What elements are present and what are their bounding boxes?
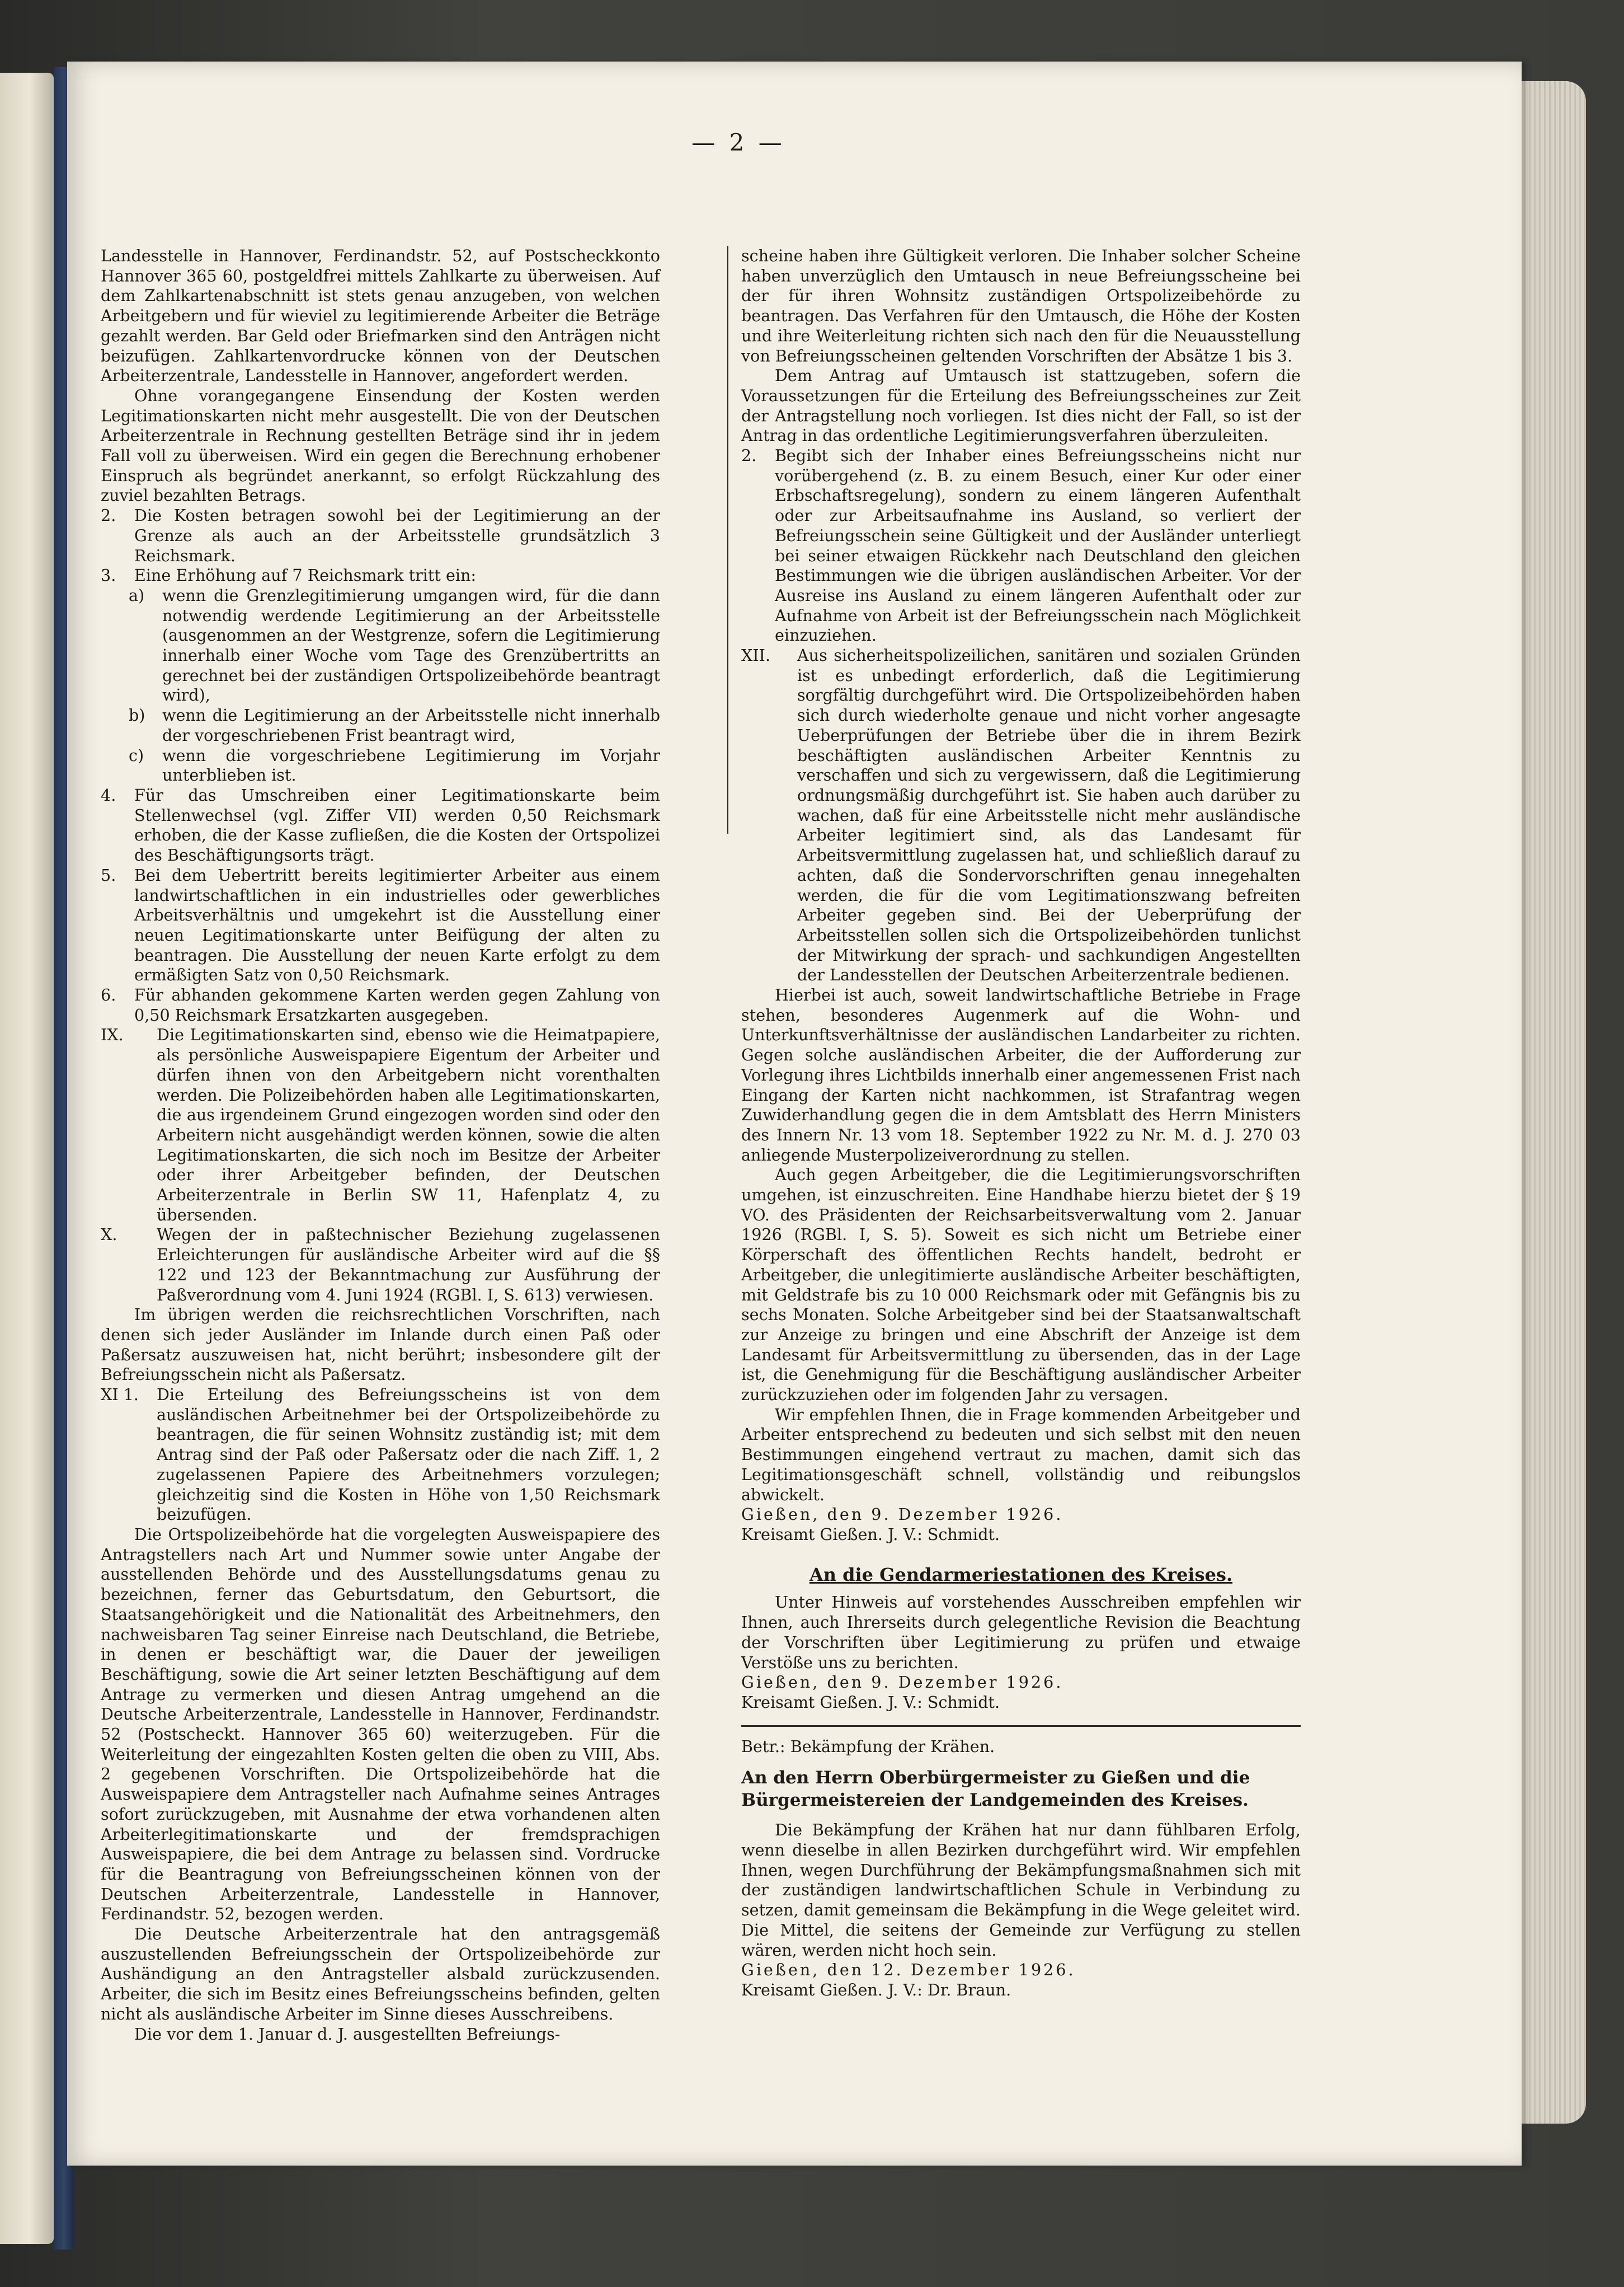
column-divider (727, 246, 728, 834)
notice-body: Die Bekämpfung der Krähen hat nur dann fühlbaren Erfolg, wenn dieselbe in allen Bezirken durchgeführt wird. Wir empfehlen Ihnen, wegen Durchführung der Bekämpfungsmaßnahmen sich mit der zuständigen landwirtschaftlichen Schule in Verbindung zu setzen, damit gemeinsam die Bekämpfung in die Wege geleitet wird. Die Mittel, die seitens der Gemeinde zur Verfügung zu stellen wären, werden nicht hoch sein. (741, 1820, 1301, 1960)
notice-betr: Betr.: Bekämpfung der Krähen. (741, 1736, 995, 1756)
item-text: Die Erteilung des Befreiungsscheins ist von dem ausländischen Arbeitnehmer bei der Ortspolizeibehörde zu beantragen, die für seinen Wohnsitz zuständig ist; mit dem Antrag sind der Paß oder Paßersatz oder die nach Ziff. 1, 2 zugelassenen Papiere des Arbeitnehmers vorzulegen; gleichzeitig sind die Kosten in Höhe von 1,50 Reichsmark beizufügen. (157, 1385, 660, 1524)
paragraph: Auch gegen Arbeitgeber, die die Legitimierungsvorschriften umgehen, ist einzuschreiten. Eine Handhabe hierzu bietet der § 19 VO. des Präsidenten der Reichsarbeitsverwaltung vom 2. Januar 1926 (RGBl. I, S. 5). Soweit es sich nicht um Betriebe einer Körperschaft des öffentlichen Rechts handelt, bedroht er Arbeitgeber, die unlegitimierte ausländische Arbeiter beschäftigten, mit Geldstrafe bis zu 10 000 Reichsmark oder mit Gefängnis bis zu sechs Monaten. Solche Arbeitgeber sind bei der Staatsanwaltschaft zur Anzeige zu bringen und eine Abschrift der Anzeige ist dem Landesamt für Arbeitsvermittlung zu übersenden, das in der Lage ist, die Genehmigung für die Beschäftigung ausländischer Arbeiter zurückzuziehen oder im folgenden Jahr zu versagen. (741, 1165, 1301, 1405)
item-text: Begibt sich der Inhaber eines Befreiungsscheins nicht nur vorübergehend (z. B. zu einem Besuch, einer Kur oder einer Erbschaftsregelung), sondern zu einem längeren Aufenthalt oder zur Arbeitsaufnahme ins Ausland, so verliert der Befreiungsschein seine Gültigkeit und der Ausländer unterliegt bei seiner etwaigen Rückkehr nach Deutschland den gleichen Bestimmungen wie die übrigen ausländischen Arbeiter. Vor der Ausreise ins Ausland zu einem längeren Aufenthalt oder zur Aufnahme von Arbeit ist der Befreiungsschein nach Möglichkeit einzuziehen. (775, 446, 1301, 645)
item-text: wenn die Legitimierung an der Arbeitsstelle nicht innerhalb der vorgeschriebenen Frist beantragt wird, (162, 706, 660, 745)
item-number: XI 1. (101, 1385, 139, 1405)
item-text: Aus sicherheitspolizeilichen, sanitären und sozialen Gründen ist es unbedingt erforderlich, daß die Legitimierung sorgfältig durchgeführt wird. Die Ortspolizeibehörden haben sich durch wiederholte genaue und nicht vorher angesagte Ueberprüfungen der Betriebe über die in ihrem Bezirk beschäftigten ausländischen Arbeiter Kenntnis zu verschaffen und sich zu vergewissern, daß die Legitimierung ordnungsmäßig durchgeführt ist. Sie haben auch darüber zu wachen, daß für eine Arbeitsstelle nicht mehr ausländische Arbeiter legitimiert sind, als das Landesamt für Arbeitsvermittlung zugelassen hat, und schließlich darauf zu achten, daß die Sondervorschriften genau innegehalten werden, die für die vom Legitimationszwang befreiten Arbeiter gegeben sind. Bei der Ueberprüfung der Arbeitsstellen sollen sich die Ortspolizeibehörden tunlichst der Mitwirkung der sprach- und sachkundigen Angestellten der Landesstellen der Deutschen Arbeiterzentrale bedienen. (797, 646, 1301, 985)
item-text: Für das Umschreiben einer Legitimationskarte beim Stellenwechsel (vgl. Ziffer VII) werden 0,50 Reichsmark erhoben, die der Kasse zufließen, die die Kosten der Ortspolizei des Beschäftigungsorts trägt. (134, 785, 660, 865)
numbered-item (101, 866, 660, 985)
section-paragraph (101, 1025, 660, 1225)
numbered-item (101, 586, 660, 706)
signature-line: Kreisamt Gießen. J. V.: Schmidt. (741, 1525, 1000, 1544)
notice-signature: Kreisamt Gießen. J. V.: Dr. Braun. (741, 1980, 1011, 1999)
paragraph: Ohne vorangegangene Einsendung der Kosten werden Legitimationskarten nicht mehr ausgestellt. Die von der Deutschen Arbeiterzentrale in Rechnung gestellten Beträge sind ihr in jedem Fall voll zu überweisen. Wird ein gegen die Berechnung erhobener Einspruch als begründet anerkannt, so erfolgt Rückzahlung des zuviel bezahlten Betrags. (101, 386, 660, 505)
paragraph: Die Ortspolizeibehörde hat die vorgelegten Ausweispapiere des Antragstellers nach Art und Nummer sowie unter Angabe der ausstellenden Behörde und des Ausstellungsdatums genau zu bezeichnen, ferner das Geburtsdatum, den Geburtsort, die Staatsangehörigkeit und die Nationalität des Arbeitnehmers, den nachweisbaren Tag seiner Einreise nach Deutschland, die Betriebe, in denen er beschäftigt war, die Dauer der jeweiligen Beschäftigung, sowie die Art seiner letzten Beschäftigung auf dem Antrage zu vermerken und diesen Antrag umgehend an die Deutsche Arbeiterzentrale, Landesstelle in Hannover, Ferdinandstr. 52 (Postscheckt. Hannover 365 60) weiterzugeben. Für die Weiterleitung der eingezahlten Kosten gelten die oben zu VIII, Abs. 2 gegebenen Vorschriften. Die Ortspolizeibehörde hat die Ausweispapiere dem Antragsteller nach Aufnahme seines Antrages sofort zurückzugeben, mit Ausnahme der etwa vorhandenen alten Arbeiterlegitimationskarte und der fremdsprachigen Ausweispapiere, die bei dem Antrage zu belassen sind. Vordrucke für die Beantragung von Befreiungsscheinen können von der Deutschen Arbeiterzentrale, Landesstelle in Hannover, Ferdinandstr. 52, bezogen werden. (101, 1525, 660, 1924)
paragraph: Wir empfehlen Ihnen, die in Frage kommenden Arbeitgeber und Arbeiter entsprechend zu bedeuten und sich selbst mit den neuen Bestimmungen eingehend vertraut zu machen, damit sich das Legitimationsgeschäft schnell, vollständig und reibungslos abwickelt. (741, 1405, 1301, 1504)
numbered-item (101, 985, 660, 1025)
notice-heading: An den Herrn Oberbürgermeister zu Gießen und die Bürgermeistereien der Landgemeinden des Kreises. (741, 1768, 1250, 1811)
paragraph: Hierbei ist auch, soweit landwirtschaftliche Betriebe in Frage stehen, besonderes Augenmerk auf die Wohn- und Unterkunftsverhältnisse der ausländischen Landarbeiter zu richten. Gegen solche ausländischen Arbeiter, die der Aufforderung zur Vorlegung ihres Lichtbilds innerhalb einer angemessenen Frist nach Eingang der Karten nicht nachkommen, ist Strafantrag wegen Zuwiderhandlung gegen die in dem Amtsblatt des Herrn Ministers des Innern Nr. 13 vom 18. September 1922 zu Nr. M. d. J. 270 03 anliegende Musterpolizeiverordnung zu stellen. (741, 985, 1301, 1164)
notice-heading: An die Gendarmeriestationen des Kreises. (809, 1563, 1233, 1585)
notice-kraehen (741, 1737, 1301, 2000)
numbered-item (101, 746, 660, 786)
item-number: 3. (101, 566, 116, 585)
paragraph: Die Deutsche Arbeiterzentrale hat den antragsgemäß auszustellenden Befreiungsschein der Ortspolizeibehörde zur Aushändigung an den Antragsteller alsbald zurückzusenden. Arbeiter, die sich im Besitz eines Befreiungsscheins befinden, gelten nicht als ausländische Arbeiter im Sinne dieses Ausschreibens. (101, 1924, 660, 2023)
item-text: wenn die Grenzlegitimierung umgangen wird, für die dann notwendig werdende Legitimierung an der Arbeitsstelle (ausgenommen an der Westgrenze, sofern die Legitimierung innerhalb einer Woche vom Tage des Grenzübertritts an gerechnet bei der zuständigen Ortspolizeibehörde beantragt wird), (162, 585, 660, 705)
section-paragraph (101, 1385, 660, 1525)
item-text: Die Kosten betragen sowohl bei der Legitimierung an der Grenze als auch an der Arbeitsstelle grundsätzlich 3 Reichsmark. (134, 506, 660, 565)
date-line: Gießen, den 9. Dezember 1926. (741, 1505, 1063, 1524)
notice-date: Gießen, den 12. Dezember 1926. (741, 1960, 1076, 1980)
item-number: IX. (101, 1025, 124, 1045)
item-text: Wegen der in paßtechnischer Beziehung zugelassenen Erleichterungen für ausländische Arbeiter wird auf die §§ 122 und 123 der Bekanntmachung zur Ausführung der Paßverordnung vom 4. Juni 1924 (RGBl. I, S. 613) verwiesen. (157, 1225, 660, 1304)
item-number: XII. (741, 646, 771, 665)
item-number: 4. (101, 785, 116, 805)
item-number: 5. (101, 865, 116, 885)
paragraph: Im übrigen werden die reichsrechtlichen Vorschriften, nach denen sich jeder Ausländer im Inlande durch einen Paß oder Paßersatz auszuweisen hat, nicht berührt; insbesondere gilt der Befreiungsschein nicht als Paßersatz. (101, 1305, 660, 1384)
item-text: Eine Erhöhung auf 7 Reichsmark tritt ein: (134, 566, 477, 585)
notice-signature: Kreisamt Gießen. J. V.: Schmidt. (741, 1692, 1000, 1712)
page-stack-edge (1510, 81, 1586, 2124)
page-number: — 2 — (691, 129, 785, 156)
item-text: wenn die vorgeschriebene Legitimierung im Vorjahr unterblieben ist. (162, 745, 660, 785)
notice-date: Gießen, den 9. Dezember 1926. (741, 1673, 1063, 1692)
left-column (101, 246, 660, 2044)
paragraph: scheine haben ihre Gültigkeit verloren. Die Inhaber solcher Scheine haben unverzüglich den Umtausch in neue Befreiungsscheine bei der für ihren Wohnsitz zuständigen Ortspolizeibehörde zu beantragen. Das Verfahren für den Umtausch, die Höhe der Kosten und ihre Weiterleitung richten sich nach den für die Neuausstellung von Befreiungsscheinen geltenden Vorschriften der Absätze 1 bis 3. (741, 246, 1301, 365)
item-text: Für abhanden gekommene Karten werden gegen Zahlung von 0,50 Reichsmark Ersatzkarten ausgegeben. (134, 985, 660, 1025)
item-number: b) (129, 706, 145, 725)
item-number: 6. (101, 985, 116, 1005)
item-number: 2. (101, 506, 116, 525)
facing-page-edge (0, 73, 54, 2244)
right-column-part1 (741, 246, 1301, 985)
item-text: Bei dem Uebertritt bereits legitimierter Arbeiter aus einem landwirtschaftlichen in ein industrielles oder gewerbliches Arbeitsverhältnis und umgekehrt ist die Ausstellung einer neuen Legitimationskarte unter Beifügung der alten zu beantragen. Die Ausstellung der neuen Karte erfolgt zu dem ermäßigten Satz von 0,50 Reichsmark. (134, 865, 660, 985)
notice-body: Unter Hinweis auf vorstehendes Ausschreiben empfehlen wir Ihnen, auch Ihrerseits durch gelegentliche Revision die Beachtung der Vorschriften über Legitimierung zu prüfen und etwaige Verstöße uns zu berichten. (741, 1593, 1301, 1672)
item-number: X. (101, 1225, 117, 1245)
numbered-item (741, 446, 1301, 646)
item-number: 2. (741, 446, 757, 466)
numbered-item (101, 786, 660, 866)
right-column (741, 246, 1301, 2000)
paragraph: Dem Antrag auf Umtausch ist stattzugeben, sofern die Voraussetzungen für die Erteilung des Befreiungsscheines zur Zeit der Antragstellung noch vorliegen. Ist dies nicht der Fall, so ist der Antrag in das ordentliche Legitimierungsverfahren überzuleiten. (741, 366, 1301, 445)
section-paragraph (101, 1225, 660, 1305)
item-number: a) (129, 585, 145, 605)
right-column-part2 (741, 985, 1301, 1545)
section-rule (741, 1725, 1301, 1727)
paragraph: Die vor dem 1. Januar d. J. ausgestellten Befreiungs- (134, 2024, 561, 2044)
item-text: Die Legitimationskarten sind, ebenso wie die Heimatpapiere, als persönliche Ausweispapiere Eigentum der Arbeiter und dürfen ihnen von den Arbeitgebern nicht vorenthalten werden. Die Polizeibehörden haben alle Legitimationskarten, die aus irgendeinem Grund eingezogen worden sind oder den Arbeitern nicht ausgehändigt werden können, sowie die alten Legitimationskarten, die sich noch im Besitze der Arbeiter oder ihrer Arbeitgeber befinden, der Deutschen Arbeiterzentrale in Berlin SW 11, Hafenplatz 4, zu übersenden. (157, 1025, 660, 1224)
numbered-item (101, 706, 660, 745)
numbered-item (101, 566, 660, 586)
numbered-item (101, 506, 660, 566)
notice-gendarmerie (741, 1565, 1301, 1713)
section-paragraph (741, 646, 1301, 985)
item-number: c) (129, 745, 144, 765)
paragraph: Landesstelle in Hannover, Ferdinandstr. 52, auf Postscheckkonto Hannover 365 60, postgeldfrei mittels Zahlkarte zu überweisen. Auf dem Zahlkartenabschnitt ist stets genau anzugeben, von welchen Arbeitgebern und für wieviel zu legitimierende Arbeiter die Beträge gezahlt werden. Bar Geld oder Briefmarken sind den Anträgen nicht beizufügen. Zahlkartenvordrucke können von der Deutschen Arbeiterzentrale, Landesstelle in Hannover, angefordert werden. (101, 246, 660, 386)
